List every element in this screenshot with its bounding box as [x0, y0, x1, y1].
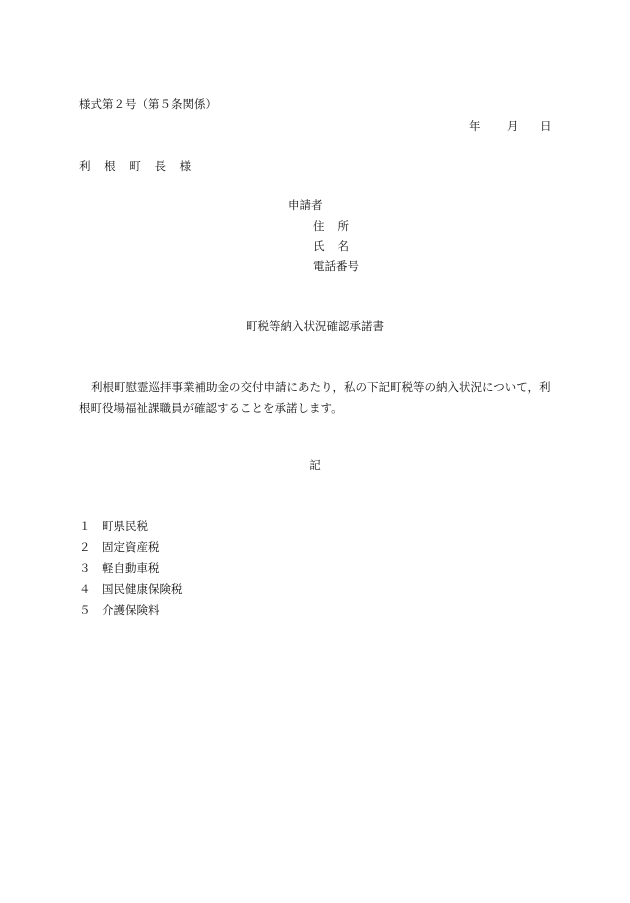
list-item: [79, 600, 183, 621]
addressee-char: 利: [79, 159, 91, 173]
name-char: 氏: [313, 239, 325, 253]
name-char: 名: [337, 239, 349, 253]
tax-name: 国民健康保険税: [102, 582, 183, 596]
list-item: [79, 579, 183, 600]
tax-list: [79, 516, 183, 621]
form-number: 様式第２号（第５条関係）: [79, 97, 217, 111]
tax-number: ４: [79, 582, 91, 596]
tax-name: 町県民税: [102, 519, 148, 533]
document-title: 町税等納入状況確認承諾書: [246, 319, 384, 333]
tax-name: 軽自動車税: [102, 561, 160, 575]
tax-number: ３: [79, 561, 91, 575]
list-item: [79, 516, 183, 537]
applicant-phone-label: 電話番号: [313, 259, 359, 273]
applicant-label: 申請者: [288, 198, 323, 212]
address-char: 所: [337, 219, 349, 233]
tax-number: ２: [79, 540, 91, 554]
tax-number: ５: [79, 603, 91, 617]
addressee-char: 様: [179, 159, 192, 173]
applicant-name-label: [313, 238, 349, 254]
tax-name: 介護保険料: [102, 603, 160, 617]
date-day: 日: [540, 119, 552, 133]
list-item: [79, 537, 183, 558]
addressee-char: 長: [154, 159, 166, 173]
list-item: [79, 558, 183, 579]
tax-number: １: [79, 519, 91, 533]
addressee-char: 町: [129, 159, 141, 173]
date-year: 年: [469, 119, 481, 133]
address-char: 住: [313, 219, 325, 233]
date-month: 月: [507, 119, 519, 133]
applicant-address-label: [313, 218, 349, 234]
addressee-char: 根: [104, 159, 116, 173]
consent-statement: 利根町慰霊巡拝事業補助金の交付申請にあたり，私の下記町税等の納入状況について，利根町役場福祉課職員が確認することを承諾します。: [79, 380, 551, 415]
tax-name: 固定資産税: [102, 540, 160, 554]
addressee: [79, 158, 201, 174]
ki-heading: 記: [309, 458, 321, 472]
